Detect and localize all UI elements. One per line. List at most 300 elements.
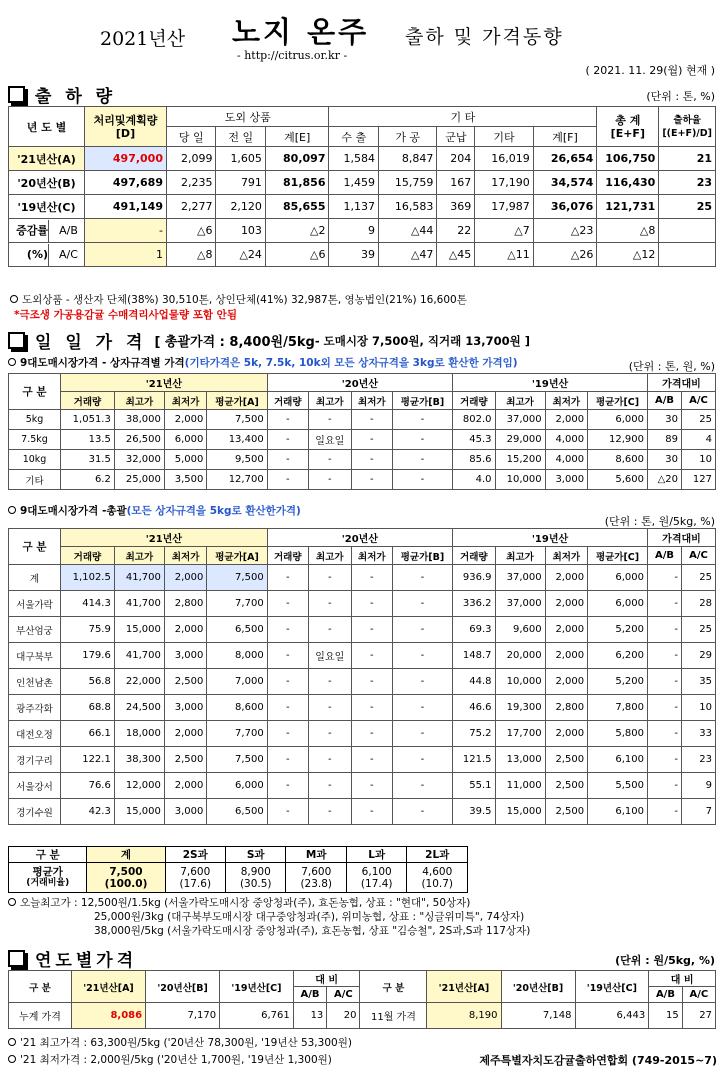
hdr-min: 최저가 [351, 392, 392, 410]
size-ratio: (17.6) [179, 877, 212, 890]
yearly-hdr-compare: 대 비 [293, 971, 360, 987]
hdr-19: '19년산 [453, 374, 648, 392]
hdr-20: '20년산 [267, 374, 452, 392]
yearly-row-label: 11월 가격 [360, 1003, 427, 1029]
table-cell: 75.9 [61, 617, 115, 643]
row-label: 광주각화 [9, 695, 61, 721]
table-cell: 16,019 [475, 147, 533, 171]
table-cell: △6 [167, 219, 216, 243]
table-cell: 10 [682, 450, 716, 470]
hdr-ac: A/C [682, 392, 716, 410]
row-label: 부산엄궁 [9, 617, 61, 643]
table-cell: 37,000 [495, 591, 545, 617]
table-cell: - [351, 747, 392, 773]
table-cell: 16,583 [378, 195, 436, 219]
table-row [9, 617, 716, 643]
table-cell: 일요일 [308, 643, 351, 669]
table-row [9, 799, 716, 825]
table-cell: 15 [649, 1003, 683, 1029]
size-price: 8,900 [240, 865, 271, 878]
organization-name: 제주특별자치도감귤출하연합회 (749-2015~7) [479, 1054, 717, 1067]
section-shipment-title: 출 하 량 [35, 87, 117, 107]
table-cell: 17,987 [475, 195, 533, 219]
table-cell: 85.6 [453, 450, 495, 470]
shipment-note-2: *극조생 가공용감귤 수매격리사업물량 포함 안됨 [14, 309, 237, 321]
table-cell: 7,000 [207, 669, 267, 695]
table-cell: 20 [327, 1003, 360, 1029]
section-daily-heading [8, 328, 530, 353]
hdr-19: '19년산 [453, 529, 648, 547]
table-cell: 127 [682, 470, 716, 490]
size-hdr: M과 [286, 847, 346, 863]
table-cell: - [648, 669, 682, 695]
table-cell: 6,500 [207, 799, 267, 825]
table-cell: 122.1 [61, 747, 115, 773]
box-price-unit: (단위 : 톤, 원, %) [628, 360, 715, 373]
table-cell: 12,700 [207, 470, 267, 490]
table-cell: 7,500 [207, 565, 267, 591]
hdr-max: 최고가 [495, 547, 545, 565]
table-cell: 2,000 [545, 410, 587, 430]
table-cell: - [648, 721, 682, 747]
table-cell: 26,654 [533, 147, 597, 171]
table-cell: 2,000 [545, 565, 587, 591]
max-note-3: 38,000원/5kg (서울가락도매시장 중앙청과(주), 효돈농협, 상표 "김승철", 2S과,S과 117상자) [94, 925, 531, 937]
table-cell: 22,000 [114, 669, 164, 695]
table-cell: 7,500 [207, 410, 267, 430]
table-cell: 18,000 [114, 721, 164, 747]
hdr-max: 최고가 [114, 547, 164, 565]
table-cell: - [308, 565, 351, 591]
yearly-hdr-ab: A/B [293, 987, 327, 1003]
table-cell: - [267, 747, 308, 773]
table-cell: 2,000 [545, 617, 587, 643]
size-ratio: (23.8) [300, 877, 333, 890]
table-cell: 121,731 [597, 195, 659, 219]
size-row-label [9, 863, 87, 893]
hdr-etc: 기 타 [329, 107, 597, 127]
row-label: '20년산(B) [9, 171, 85, 195]
table-cell: 8,600 [588, 450, 648, 470]
table-cell: 2,000 [545, 721, 587, 747]
table-cell: 2,235 [167, 171, 216, 195]
row-label: '21년산(A) [9, 147, 85, 171]
table-cell: 1,137 [329, 195, 378, 219]
table-row [9, 1003, 716, 1029]
table-row [9, 721, 716, 747]
table-cell: △7 [475, 219, 533, 243]
checkbox-square-icon [8, 86, 25, 103]
table-cell: 7 [682, 799, 716, 825]
table-row [9, 591, 716, 617]
table-cell: 2,000 [545, 643, 587, 669]
table-cell: 5,200 [588, 669, 648, 695]
table-cell: 13,000 [495, 747, 545, 773]
hdr-avgA: 평균가[A] [207, 392, 267, 410]
hdr-category: 구 분 [9, 374, 61, 410]
table-cell: - [392, 450, 452, 470]
table-cell: 13.5 [61, 430, 115, 450]
table-cell: - [308, 450, 351, 470]
table-cell: 2,277 [167, 195, 216, 219]
table-cell: - [351, 799, 392, 825]
table-cell: 37,000 [495, 410, 545, 430]
hdr-process: 가 공 [378, 127, 436, 147]
yearly-hdr: 구 분 [360, 971, 427, 1003]
table-cell: 8,847 [378, 147, 436, 171]
circle-bullet-icon [8, 1055, 16, 1063]
table-cell: 10 [682, 695, 716, 721]
table-cell: 9,600 [495, 617, 545, 643]
table-cell: 10,000 [495, 470, 545, 490]
size-ratio: (10.7) [421, 877, 454, 890]
table-cell: 17,700 [495, 721, 545, 747]
table-cell: △24 [216, 243, 265, 267]
table-cell: 2,099 [167, 147, 216, 171]
table-cell: 2,000 [164, 617, 206, 643]
hdr-total: 총 계 [E+F] [597, 107, 659, 147]
hdr-min: 최저가 [164, 547, 206, 565]
table-cell: 7,148 [501, 1003, 575, 1029]
table-cell: - [392, 773, 452, 799]
table-row [9, 669, 716, 695]
table-cell: - [392, 591, 452, 617]
table-cell: 9 [329, 219, 378, 243]
section-yearly-heading [8, 946, 137, 971]
table-cell: 4 [682, 430, 716, 450]
hdr-21: '21년산 [61, 374, 268, 392]
table-cell: △6 [265, 243, 329, 267]
daily-summary-detail: - 도매시장 7,500원, 직거래 13,700원 ] [314, 333, 530, 348]
table-cell: 6,000 [588, 565, 648, 591]
table-cell: - [392, 565, 452, 591]
table-cell: △11 [475, 243, 533, 267]
market-price-table [8, 528, 716, 825]
table-cell: 80,097 [265, 147, 329, 171]
size-price: 7,500 [109, 865, 143, 878]
table-cell: △8 [167, 243, 216, 267]
table-cell: 2,500 [545, 773, 587, 799]
table-cell: 2,500 [545, 747, 587, 773]
table-cell: 15,000 [114, 617, 164, 643]
table-cell: 15,200 [495, 450, 545, 470]
hdr-vol: 거래량 [453, 547, 495, 565]
table-cell: 39 [329, 243, 378, 267]
yearly-hdr: '19년산[C] [575, 971, 649, 1003]
table-cell: - [351, 669, 392, 695]
checkbox-square-icon [8, 332, 25, 349]
hdr-proc: 처리및계획량 [D] [85, 107, 167, 147]
table-cell: 11,000 [495, 773, 545, 799]
table-cell: - [267, 799, 308, 825]
row-label: 7.5kg [9, 430, 61, 450]
table-cell: 15,000 [114, 799, 164, 825]
hdr-other: 기타 [475, 127, 533, 147]
hdr-prev: 전 일 [216, 127, 265, 147]
table-cell: - [351, 617, 392, 643]
table-cell: - [351, 565, 392, 591]
table-cell: 41,700 [114, 591, 164, 617]
table-cell: - [267, 695, 308, 721]
table-cell: 22 [437, 219, 475, 243]
table-cell: - [308, 617, 351, 643]
report-date: ( 2021. 11. 29(월) 현재 ) [585, 64, 715, 77]
table-cell: - [308, 721, 351, 747]
hdr-export: 수 출 [329, 127, 378, 147]
table-cell: - [648, 747, 682, 773]
size-price-table [8, 846, 468, 893]
shipment-table [8, 106, 716, 267]
table-row [9, 747, 716, 773]
table-cell: 4,000 [545, 430, 587, 450]
table-cell: 8,600 [207, 695, 267, 721]
row-label: 기타 [9, 470, 61, 490]
table-cell: 802.0 [453, 410, 495, 430]
size-price: 6,100 [361, 865, 392, 878]
table-cell: 1,051.3 [61, 410, 115, 430]
size-ratio: (100.0) [104, 877, 148, 890]
max-note-1: 오늘최고가 : 12,500원/1.5kg (서울가락도매시장 중앙청과(주), 효돈농협, 상표 : "현대", 50상자) [8, 896, 530, 910]
table-cell [659, 243, 716, 267]
table-cell: 28 [682, 591, 716, 617]
table-cell: - [308, 591, 351, 617]
size-cell [346, 863, 406, 893]
table-cell: - [267, 773, 308, 799]
row-label: '19년산(C) [9, 195, 85, 219]
table-cell: 39.5 [453, 799, 495, 825]
table-cell: △23 [533, 219, 597, 243]
table-cell: 13 [293, 1003, 327, 1029]
table-cell: - [308, 470, 351, 490]
title-main: 노지 온주 [232, 15, 370, 49]
table-cell: - [267, 591, 308, 617]
table-cell: △26 [533, 243, 597, 267]
table-cell: 2,500 [545, 799, 587, 825]
table-cell: - [351, 410, 392, 430]
table-row [9, 195, 716, 219]
size-hdr: 계 [87, 847, 165, 863]
table-cell: 21 [659, 147, 716, 171]
table-cell: 5,600 [588, 470, 648, 490]
row-label: 인천남촌 [9, 669, 61, 695]
table-cell [659, 219, 716, 243]
hdr-day: 당 일 [167, 127, 216, 147]
hdr-max: 최고가 [114, 392, 164, 410]
table-cell: 2,800 [545, 695, 587, 721]
table-cell: 66.1 [61, 721, 115, 747]
table-cell: 76.6 [61, 773, 115, 799]
table-cell: 일요일 [308, 430, 351, 450]
shipment-note-1: 도외상품 - 생산자 단체(38%) 30,510톤, 상인단체(41%) 32,987톤, 영농법인(21%) 16,600톤 [10, 292, 467, 307]
size-cell [286, 863, 346, 893]
table-cell: - [267, 669, 308, 695]
table-cell: 4.0 [453, 470, 495, 490]
table-cell: 24,500 [114, 695, 164, 721]
table-cell: 23 [682, 747, 716, 773]
table-cell: 3,500 [164, 470, 206, 490]
table-row [9, 565, 716, 591]
yearly-hdr: 구 분 [9, 971, 72, 1003]
title-url[interactable]: - http://citrus.or.kr - [237, 49, 348, 62]
hdr-avgA: 평균가[A] [207, 547, 267, 565]
table-cell: - [351, 643, 392, 669]
size-hdr: S과 [226, 847, 286, 863]
table-cell: - [392, 799, 452, 825]
table-cell: - [308, 669, 351, 695]
yearly-hdr: '21년산[A] [427, 971, 501, 1003]
table-row [9, 643, 716, 669]
table-cell: - [351, 430, 392, 450]
table-cell: 30 [648, 410, 682, 430]
size-hdr: 구 분 [9, 847, 87, 863]
table-cell: 497,000 [85, 147, 167, 171]
table-cell: 29 [682, 643, 716, 669]
table-cell: 46.6 [453, 695, 495, 721]
table-cell: 13,400 [207, 430, 267, 450]
hdr-max: 최고가 [308, 392, 351, 410]
table-cell: - [267, 721, 308, 747]
yearly-hdr-ac: A/C [327, 987, 360, 1003]
table-cell: 791 [216, 171, 265, 195]
hdr-vol: 거래량 [61, 392, 115, 410]
table-cell: - [351, 721, 392, 747]
table-cell: 31.5 [61, 450, 115, 470]
yearly-unit: (단위 : 원/5kg, %) [615, 954, 715, 967]
table-cell: 9 [682, 773, 716, 799]
table-cell: 936.9 [453, 565, 495, 591]
yearly-hdr: '20년산[B] [501, 971, 575, 1003]
table-cell: 5,800 [588, 721, 648, 747]
table-cell: - [392, 721, 452, 747]
yearly-hdr-ac: A/C [682, 987, 715, 1003]
checkbox-square-icon [8, 950, 25, 967]
table-cell: 36,076 [533, 195, 597, 219]
size-cell [226, 863, 286, 893]
table-cell: 204 [437, 147, 475, 171]
size-ratio: (17.4) [360, 877, 393, 890]
shipment-unit: (단위 : 톤, %) [646, 90, 715, 103]
table-cell: 1 [85, 243, 167, 267]
table-cell: 2,120 [216, 195, 265, 219]
table-cell: 1,459 [329, 171, 378, 195]
table-cell: 414.3 [61, 591, 115, 617]
table-cell: 179.6 [61, 643, 115, 669]
table-cell: 38,300 [114, 747, 164, 773]
table-cell: 491,149 [85, 195, 167, 219]
hdr-vol: 거래량 [61, 547, 115, 565]
table-cell: 7,700 [207, 721, 267, 747]
circle-bullet-icon [8, 898, 16, 906]
hdr-avgB: 평균가[B] [392, 547, 452, 565]
table-cell: 3,000 [164, 799, 206, 825]
table-cell: 2,000 [545, 669, 587, 695]
hdr-min: 최저가 [164, 392, 206, 410]
hdr-vol: 거래량 [267, 547, 308, 565]
table-cell: 6,500 [207, 617, 267, 643]
table-cell: 9,500 [207, 450, 267, 470]
table-cell: 38,000 [114, 410, 164, 430]
table-cell: 89 [648, 430, 682, 450]
yearly-price-table [8, 970, 716, 1029]
table-cell: 2,000 [164, 410, 206, 430]
table-cell: 6,000 [207, 773, 267, 799]
table-cell: 37,000 [495, 565, 545, 591]
hdr-avgC: 평균가[C] [588, 392, 648, 410]
table-cell: 8,086 [71, 1003, 145, 1029]
hdr-compare: 가격대비 [648, 374, 716, 392]
table-cell: - [392, 410, 452, 430]
table-cell: 5,000 [164, 450, 206, 470]
table-cell: 75.2 [453, 721, 495, 747]
table-cell: 56.8 [61, 669, 115, 695]
table-cell: 5,500 [588, 773, 648, 799]
table-cell: 69.3 [453, 617, 495, 643]
table-cell: 3,000 [164, 695, 206, 721]
hdr-compare: 가격대비 [648, 529, 716, 547]
table-cell: 336.2 [453, 591, 495, 617]
table-cell: 29,000 [495, 430, 545, 450]
table-row [9, 695, 716, 721]
table-cell: - [308, 799, 351, 825]
table-cell: 25,000 [114, 470, 164, 490]
table-cell: 7,500 [207, 747, 267, 773]
table-row [9, 243, 716, 267]
hdr-domestic: 도외 상품 [167, 107, 329, 127]
table-cell: - [308, 695, 351, 721]
max-note-2: 25,000원/3kg (대구북부도매시장 대구중앙청과(주), 위미농협, 상표 : "싱글위미특", 74상자) [94, 911, 525, 923]
row-label: 경기구리 [9, 747, 61, 773]
table-cell: - [392, 747, 452, 773]
table-cell: - [392, 669, 452, 695]
table-cell: - [351, 470, 392, 490]
title-year: 2021년산 [100, 28, 186, 50]
size-price: 7,600 [301, 865, 332, 878]
yearly-hdr: '20년산[B] [146, 971, 220, 1003]
table-row [9, 171, 716, 195]
table-cell: 85,655 [265, 195, 329, 219]
table-cell: 42.3 [61, 799, 115, 825]
table-cell: 2,000 [545, 591, 587, 617]
table-cell: 3,000 [545, 470, 587, 490]
table-cell: - [392, 470, 452, 490]
table-row [9, 219, 716, 243]
table-cell: - [648, 643, 682, 669]
table-cell: 44.8 [453, 669, 495, 695]
circle-bullet-icon [8, 1038, 16, 1046]
table-cell: - [648, 773, 682, 799]
table-cell: 35 [682, 669, 716, 695]
table-cell: 6,000 [588, 410, 648, 430]
circle-bullet-icon [8, 506, 16, 514]
table-cell: 15,759 [378, 171, 436, 195]
table-cell: 7,700 [207, 591, 267, 617]
size-cell [165, 863, 225, 893]
change-row-label: A/B [48, 220, 84, 242]
table-cell: - [648, 695, 682, 721]
table-cell: 106,750 [597, 147, 659, 171]
hdr-ab: A/B [648, 547, 682, 565]
table-cell: 41,700 [114, 643, 164, 669]
table-cell: 23 [659, 171, 716, 195]
table-cell: 6,100 [588, 799, 648, 825]
table-cell: 68.8 [61, 695, 115, 721]
table-cell: 2,000 [164, 721, 206, 747]
row-label: 경기수원 [9, 799, 61, 825]
table-cell: △47 [378, 243, 436, 267]
section-shipment-heading [8, 82, 116, 107]
table-cell: 148.7 [453, 643, 495, 669]
table-cell: - [648, 799, 682, 825]
